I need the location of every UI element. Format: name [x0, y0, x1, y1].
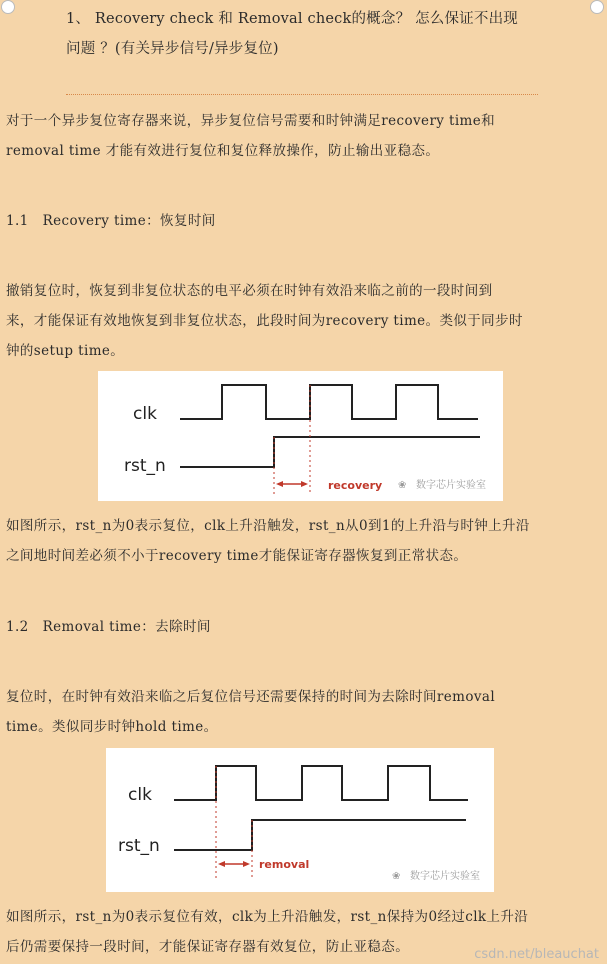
removal-arrow-head-right [243, 861, 250, 867]
wechat-icon: ❀ [398, 480, 407, 491]
section-1-body [6, 276, 596, 366]
sec2-body-line-1: 复位时，在时钟有效沿来临之后复位信号还需要保持的时间为去除时间removal [6, 689, 496, 705]
removal-label: removal [259, 858, 310, 871]
section-1-title: 1.1 Recovery time：恢复时间 [6, 213, 216, 229]
recovery-arrow-head-left [276, 481, 283, 487]
sec1-body-line-2: 来，才能保证有效地恢复到非复位状态，此段时间为recovery time。类似于同步时 [6, 313, 523, 329]
figure-1-caption [6, 511, 596, 571]
heading-line-2: 问题 ？(有关异步信号/异步复位) [66, 41, 279, 57]
dotted-divider [66, 94, 538, 95]
caption-1-line-1: 如图所示，rst_n为0表示复位，clk上升沿触发，rst_n从0到1的上升沿与时钟上升沿 [6, 518, 530, 534]
rst-n-label-2: rst_n [118, 836, 160, 856]
clk-label: clk [133, 404, 157, 424]
caption-2-line-1: 如图所示，rst_n为0表示复位有效，clk为上升沿触发，rst_n保持为0经过clk上升沿 [6, 909, 529, 925]
removal-arrow-head-left [218, 861, 225, 867]
section-2-body [6, 682, 596, 742]
scroll-handle-left [1, 0, 15, 14]
question-heading [66, 4, 546, 64]
caption-1-line-2: 之间地时间差必须不小于recovery time才能保证寄存器恢复到正常状态。 [6, 548, 468, 564]
wechat-icon-2: ❀ [392, 871, 401, 882]
removal-timing-diagram [106, 748, 494, 892]
clk-label-2: clk [128, 785, 152, 805]
intro-line-1: 对于一个异步复位寄存器来说，异步复位信号需要和时钟满足recovery time和 [6, 113, 496, 129]
figure-watermark: 数字芯片实验室 [416, 480, 486, 491]
sec1-body-line-1: 撤销复位时，恢复到非复位状态的电平必须在时钟有效沿来临之前的一段时间到 [6, 283, 493, 299]
intro-line-2: removal time 才能有效进行复位和复位释放操作，防止输出亚稳态。 [6, 143, 440, 159]
sec2-body-line-2: time。类似同步时钟hold time。 [6, 719, 218, 735]
rst-n-waveform-2 [174, 820, 466, 850]
clk-waveform-2 [174, 766, 468, 800]
recovery-arrow-head-right [301, 481, 308, 487]
rst-n-label: rst_n [124, 456, 166, 476]
scroll-handle-right [590, 0, 604, 14]
intro-paragraph [6, 106, 596, 166]
rst-n-waveform [180, 437, 480, 467]
section-2-title: 1.2 Removal time：去除时间 [6, 619, 211, 635]
caption-2-line-2: 后仍需要保持一段时间，才能保证寄存器有效复位，防止亚稳态。 [6, 939, 410, 955]
heading-line-1: 1、 Recovery check 和 Removal check的概念？ 怎么保证不出现 [66, 11, 518, 27]
site-watermark: csdn.net/bleauchat [474, 947, 599, 962]
figure-watermark-2: 数字芯片实验室 [410, 871, 480, 882]
clk-waveform [180, 385, 478, 419]
sec1-body-line-3: 钟的setup time。 [6, 343, 125, 359]
recovery-label: recovery [328, 479, 383, 492]
recovery-timing-diagram [98, 371, 503, 501]
